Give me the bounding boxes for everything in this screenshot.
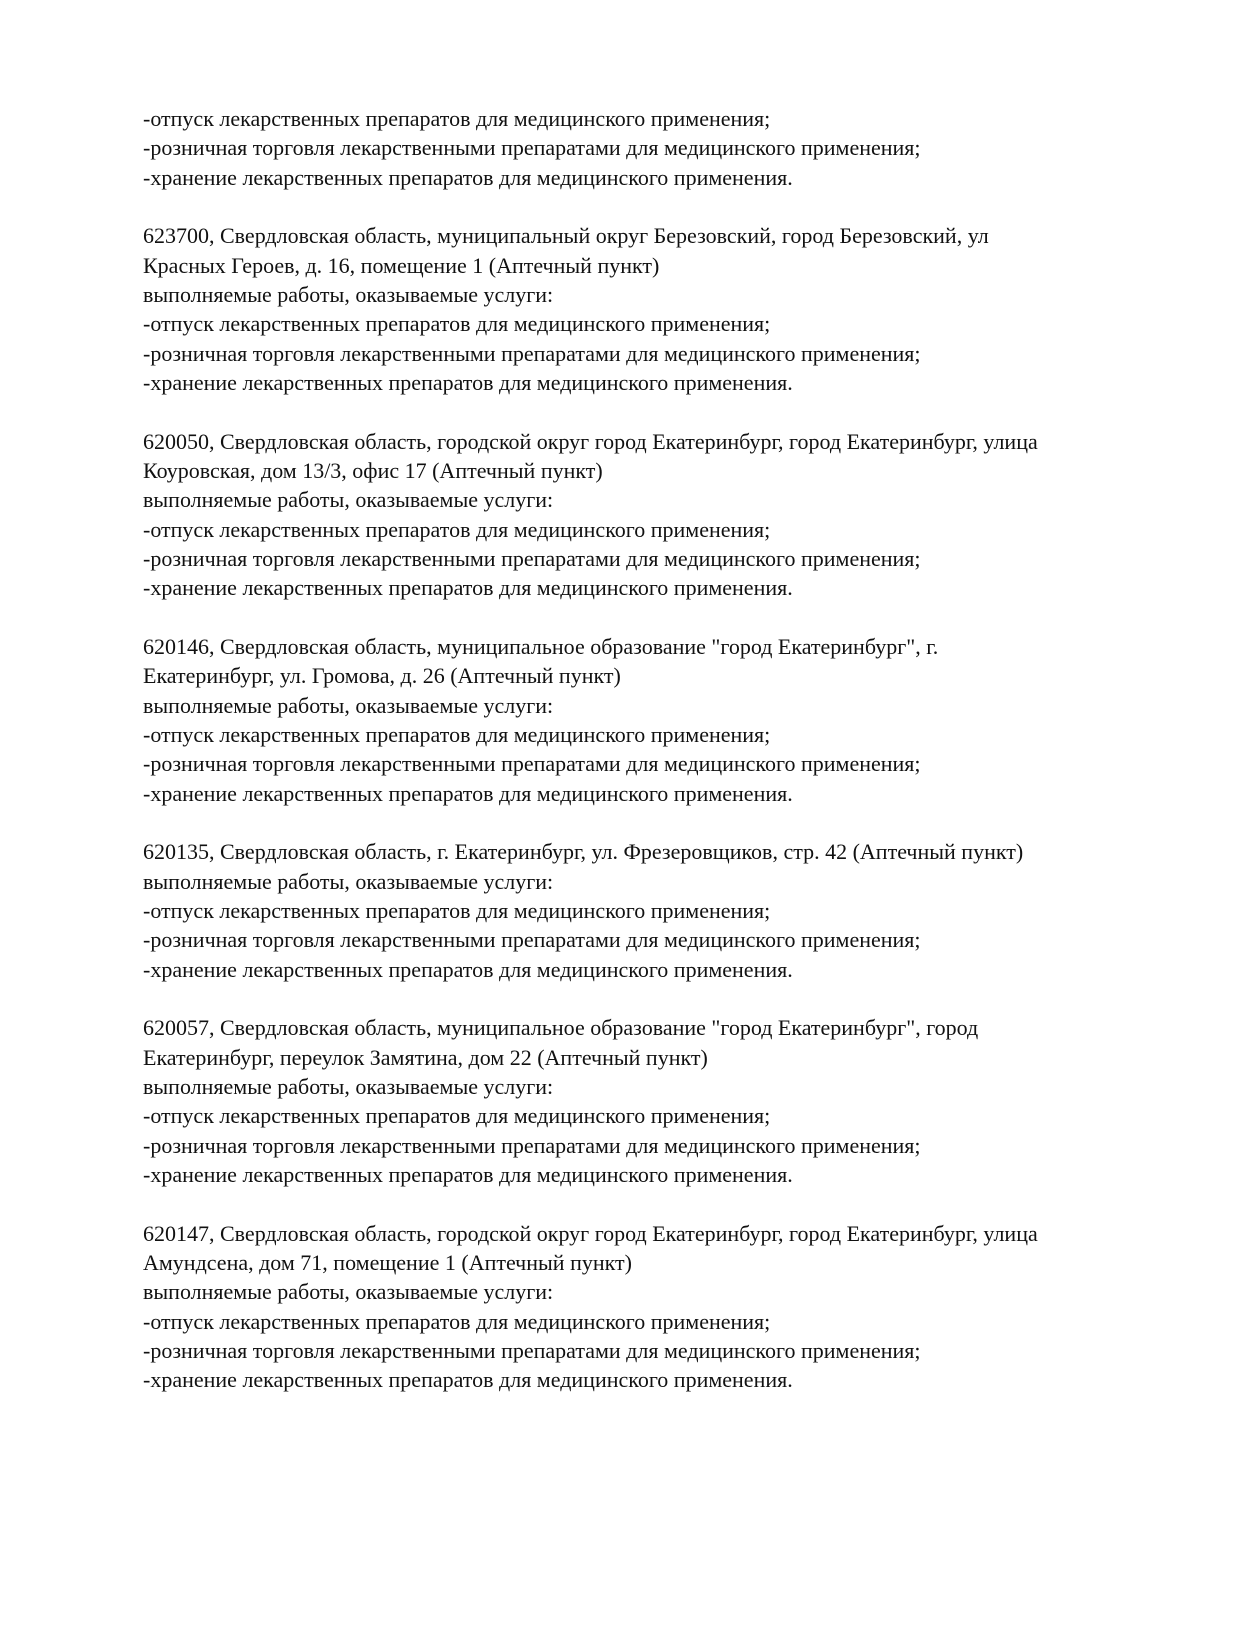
pharmacy-point-block: [143, 1013, 1183, 1189]
service-item: -розничная торговля лекарственными препаратами для медицинского применения;: [143, 546, 921, 572]
pharmacy-point-block: [143, 632, 1183, 808]
service-item: -хранение лекарственных препаратов для медицинского применения.: [143, 575, 793, 601]
service-item: -отпуск лекарственных препаратов для медицинского применения;: [143, 311, 771, 337]
service-item: -отпуск лекарственных препаратов для медицинского применения;: [143, 1308, 771, 1334]
services-label: выполняемые работы, оказываемые услуги:: [143, 1279, 554, 1305]
service-item: -хранение лекарственных препаратов для медицинского применения.: [143, 780, 793, 806]
services-label: выполняемые работы, оказываемые услуги:: [143, 868, 554, 894]
intro-services-block: [143, 104, 1183, 192]
address-line: 620146, Свердловская область, муниципальное образование "город Екатеринбург", г.: [143, 633, 939, 659]
service-item: -отпуск лекарственных препаратов для медицинского применения;: [143, 897, 771, 923]
address-line: 620050, Свердловская область, городской округ город Екатеринбург, город Екатеринбург, улица: [143, 428, 1038, 454]
address-line: Коуровская, дом 13/3, офис 17 (Аптечный пункт): [143, 457, 603, 483]
address-line: 623700, Свердловская область, муниципальный округ Березовский, город Березовский, ул: [143, 223, 989, 249]
service-item: -розничная торговля лекарственными препаратами для медицинского применения;: [143, 340, 921, 366]
services-label: выполняемые работы, оказываемые услуги:: [143, 281, 554, 307]
address-line: Екатеринбург, ул. Громова, д. 26 (Аптечный пункт): [143, 663, 621, 689]
address-line: Екатеринбург, переулок Замятина, дом 22 (Аптечный пункт): [143, 1044, 708, 1070]
pharmacy-point-block: [143, 427, 1183, 603]
pharmacy-point-block: [143, 837, 1183, 984]
service-item: -отпуск лекарственных препаратов для медицинского применения;: [143, 722, 771, 748]
service-item: -розничная торговля лекарственными препаратами для медицинского применения;: [143, 1132, 921, 1158]
service-item: -хранение лекарственных препаратов для медицинского применения.: [143, 956, 793, 982]
address-line: 620147, Свердловская область, городской округ город Екатеринбург, город Екатеринбург, улица: [143, 1220, 1038, 1246]
service-item: -розничная торговля лекарственными препаратами для медицинского применения;: [143, 927, 921, 953]
address-line: 620135, Свердловская область, г. Екатеринбург, ул. Фрезеровщиков, стр. 42 (Аптечный пункт): [143, 839, 1024, 865]
service-item: -розничная торговля лекарственными препаратами для медицинского применения;: [143, 1338, 921, 1364]
services-label: выполняемые работы, оказываемые услуги:: [143, 487, 554, 513]
service-item: -хранение лекарственных препаратов для медицинского применения.: [143, 1162, 793, 1188]
pharmacy-point-block: [143, 221, 1183, 397]
service-item: -отпуск лекарственных препаратов для медицинского применения;: [143, 1103, 771, 1129]
service-item: -отпуск лекарственных препаратов для медицинского применения;: [143, 516, 771, 542]
services-label: выполняемые работы, оказываемые услуги:: [143, 692, 554, 718]
address-line: Красных Героев, д. 16, помещение 1 (Аптечный пункт): [143, 252, 660, 278]
service-item: -хранение лекарственных препаратов для медицинского применения.: [143, 370, 793, 396]
services-label: выполняемые работы, оказываемые услуги:: [143, 1073, 554, 1099]
service-item: -розничная торговля лекарственными препаратами для медицинского применения;: [143, 135, 921, 161]
document-body: [143, 104, 1183, 1395]
pharmacy-point-block: [143, 1219, 1183, 1395]
service-item: -отпуск лекарственных препаратов для медицинского применения;: [143, 106, 771, 131]
service-item: -розничная торговля лекарственными препаратами для медицинского применения;: [143, 751, 921, 777]
service-item: -хранение лекарственных препаратов для медицинского применения.: [143, 1367, 793, 1393]
address-line: Амундсена, дом 71, помещение 1 (Аптечный пункт): [143, 1249, 632, 1275]
address-line: 620057, Свердловская область, муниципальное образование "город Екатеринбург", город: [143, 1015, 979, 1041]
service-item: -хранение лекарственных препаратов для медицинского применения.: [143, 164, 793, 190]
